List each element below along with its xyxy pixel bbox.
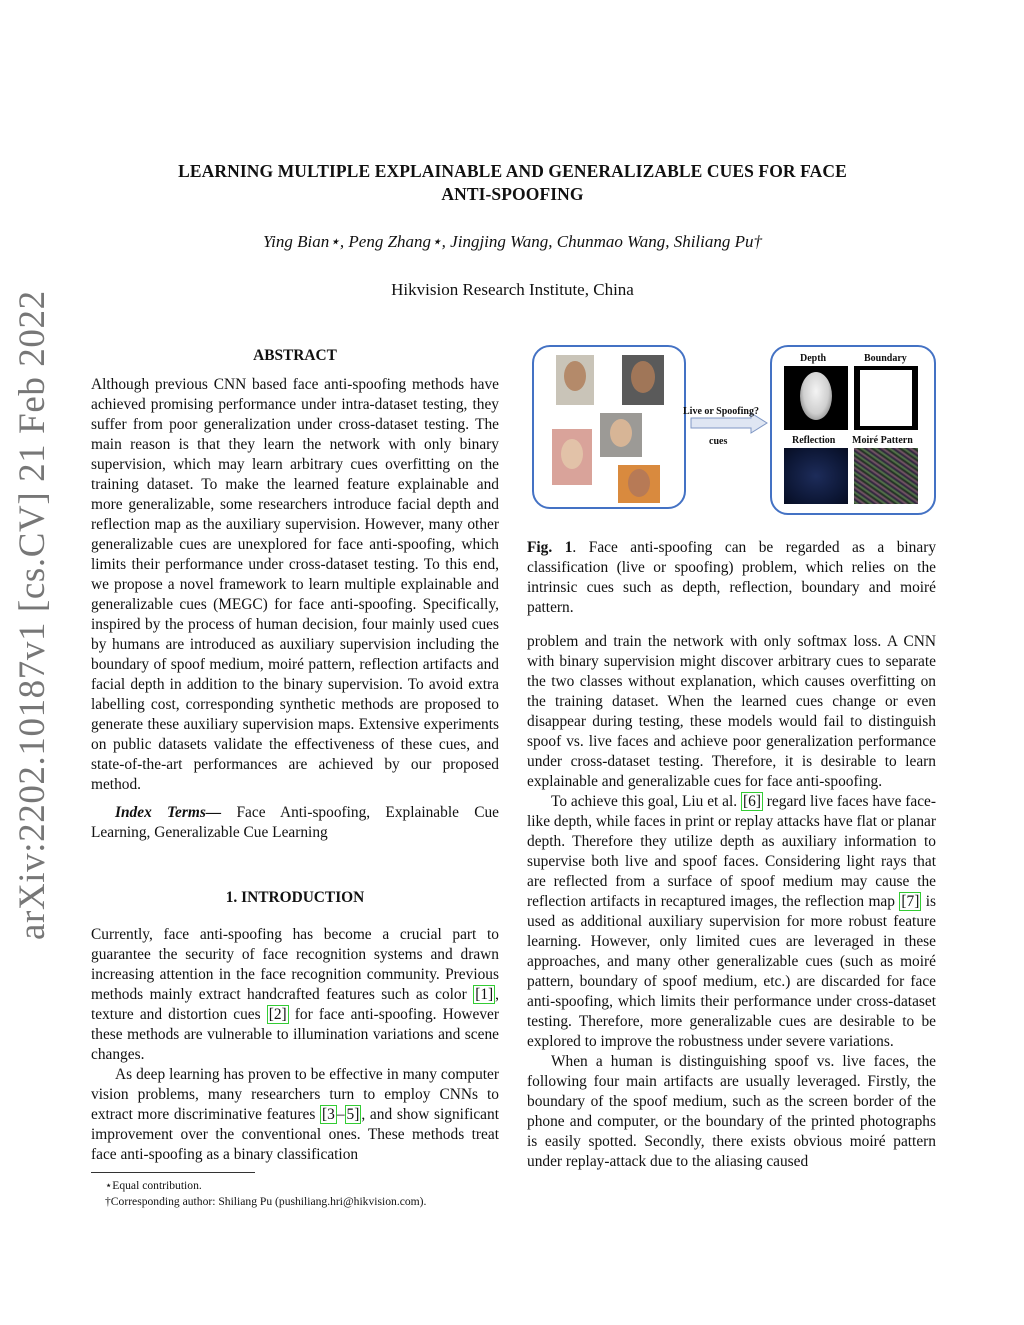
face-photo-4 (600, 413, 642, 457)
face-icon (628, 469, 650, 497)
title-line-2: ANTI-SPOOFING (441, 184, 584, 204)
reflection-map (784, 448, 848, 504)
footnote-rule (91, 1172, 255, 1173)
input-faces-panel (532, 345, 686, 509)
face-photo-3 (552, 429, 592, 485)
right-p2-b: regard live faces have face-like depth, while faces in print or replay attacks have flat or planar depth. Therefore they utilize depth as auxiliary information to supervise both live and spoof faces. Considering light rays that are reflected from a surface of spoof medium may cause the reflection artifacts in recaptured images, the reflection map (527, 793, 936, 910)
right-p2-c: is used as additional auxiliary supervision for more robust feature learning. However, only limited cues are leveraged in these approaches, and many other generalizable cues (such as moiré pattern, boundary of spoof medium, etc.) are discarded for face anti-spoofing, which limits their performance under cross-dataset testing. Therefore, more generalizable cues are desirable to be explored to improve the robustness under severe variations. (527, 893, 936, 1050)
face-icon (564, 361, 586, 391)
footnote-equal: ⋆Equal contribution. (105, 1179, 202, 1192)
figure-1 (527, 342, 937, 514)
label-reflection: Reflection (792, 435, 836, 446)
label-moire: Moiré Pattern (852, 435, 913, 446)
citation-2[interactable]: [2] (268, 1006, 287, 1023)
face-icon (561, 439, 583, 469)
right-paragraph-1: problem and train the network with only softmax loss. A CNN with binary supervision might discover arbitrary cues to separate the two classes without explanation, which causes overfitting on the training dataset. When the learned cues change or even disappear during testing, these models would fail to distinguish spoof vs. live faces and achieve poor generalization performance under cross-dataset testing. Therefore, it is desirable to learn explainable and generalizable cues for face anti-spoofing. (527, 633, 936, 790)
label-cues: cues (709, 436, 728, 447)
index-terms-text: Face Anti-spoofing, Explainable Cue Learning, Generalizable Cue Learning (91, 804, 499, 841)
intro-paragraph-2: As deep learning has proven to be effective in many computer vision problems, many researchers turn to employ CNNs to extract more discriminative features [3 – 5] , and show significant improvement over the conventional ones. These methods treat face anti-spoofing as a binary classification (91, 1066, 499, 1163)
index-terms-label: Index Terms— (115, 804, 222, 821)
right-paragraph-3: When a human is distinguishing spoof vs. live faces, the following four main artifacts are usually leveraged. Firstly, the boundary of the spoof medium, such as the screen border of the phone and computer, or the boundary of the printed photographs is easily spotted. Secondly, there exists obvious moiré pattern under replay-attack due to the aliasing caused (527, 1053, 936, 1170)
label-depth: Depth (800, 353, 827, 364)
face-photo-5 (618, 465, 660, 503)
citation-1[interactable]: [1] (475, 986, 494, 1003)
intro-p1-a: Currently, face anti-spoofing has become a crucial part to guarantee the security of face recognition systems and drawn increasing attention in the face recognition community. Previous methods mainly extract handcrafted features such as color (91, 926, 499, 1003)
intro-p1-b: , texture and distortion cues (91, 986, 499, 1023)
right-p2-a: To achieve this goal, Liu et al. (551, 793, 741, 810)
depth-face-icon (800, 372, 832, 420)
depth-map (784, 366, 848, 430)
affiliation: Hikvision Research Institute, China (391, 280, 634, 299)
abstract-heading: ABSTRACT (253, 347, 337, 364)
citation-5[interactable]: 5] (346, 1106, 360, 1123)
right-column-text (527, 632, 936, 1172)
face-photo-2 (622, 355, 664, 405)
face-icon (610, 419, 632, 447)
face-icon (631, 361, 655, 393)
label-boundary: Boundary (864, 353, 907, 364)
introduction-section (91, 888, 499, 1165)
arxiv-stamp: arXiv:2202.10187v1 [cs.CV] 21 Feb 2022 (12, 290, 53, 940)
paper-title (90, 160, 935, 206)
abstract-text: Although previous CNN based face anti-spoofing methods have achieved promising performance under intra-dataset testing, they suffer from poor generalization under cross-dataset testing. The main reason is that they learn the network with only binary supervision, which may learn arbitrary cues overfitting on the training dataset. To make the learned feature explainable and more generalizable, some researchers introduce facial depth and reflection map as the auxiliary supervision. However, many other generalizable cues are unexplored for face anti-spoofing, which limits their performance under cross-dataset testing. To this end, we propose a novel framework to learn multiple explainable and generalizable cues (MEGC) for face anti-spoofing. Specifically, inspired by the process of human decision, four mainly used cues by humans are introduced as auxiliary supervision including the boundary of spoof medium, moiré pattern, reflection artifacts and facial depth in addition to the binary supervision. To avoid extra labelling cost, corresponding synthetic methods are proposed to generate these auxiliary supervision maps. Extensive experiments on public datasets validate the effectiveness of these cues, and state-of-the-art performances are achieved by our proposed method. (91, 376, 499, 793)
intro-p2-a: As deep learning has proven to be effective in many computer vision problems, many researchers turn to employ CNNs to extract more discriminative features (91, 1066, 499, 1123)
footnote-corresponding: †Corresponding author: Shiliang Pu (pushiliang.hri@hikvision.com). (105, 1195, 427, 1208)
cues-panel (770, 345, 936, 515)
citation-3[interactable]: [3 (322, 1106, 335, 1123)
face-photo-1 (556, 355, 594, 405)
authors: Ying Bian⋆, Peng Zhang⋆, Jingjing Wang, Chunmao Wang, Shiliang Pu† (262, 232, 763, 251)
intro-p1-c: for face anti-spoofing. However these methods are vulnerable to illumination variations and scene changes. (91, 1006, 499, 1063)
boundary-region (860, 370, 912, 426)
moire-map (854, 448, 918, 504)
right-paragraph-2 (527, 792, 936, 1052)
intro-paragraph-1 (91, 925, 499, 1065)
boundary-map (854, 366, 918, 430)
title-line-1: LEARNING MULTIPLE EXPLAINABLE AND GENERALIZABLE CUES FOR FACE (178, 161, 847, 181)
figure-1-caption (527, 538, 936, 618)
citation-6[interactable]: [6] (743, 793, 761, 810)
caption-label: Fig. 1 (527, 539, 573, 556)
label-live-or-spoofing: Live or Spoofing? (683, 406, 759, 417)
abstract-section (91, 346, 499, 843)
citation-7[interactable]: [7] (901, 893, 920, 910)
intro-p2-b: , and show significant improvement over the conventional ones. These methods treat face anti-spoofing as a binary classification (91, 1106, 499, 1163)
index-terms (91, 803, 499, 843)
intro-heading: 1. INTRODUCTION (225, 889, 365, 906)
caption-text: . Face anti-spoofing can be regarded as a binary classification (live or spoofing) problem, which relies on the intrinsic cues such as depth, reflection, boundary and moiré pattern. (527, 539, 937, 616)
